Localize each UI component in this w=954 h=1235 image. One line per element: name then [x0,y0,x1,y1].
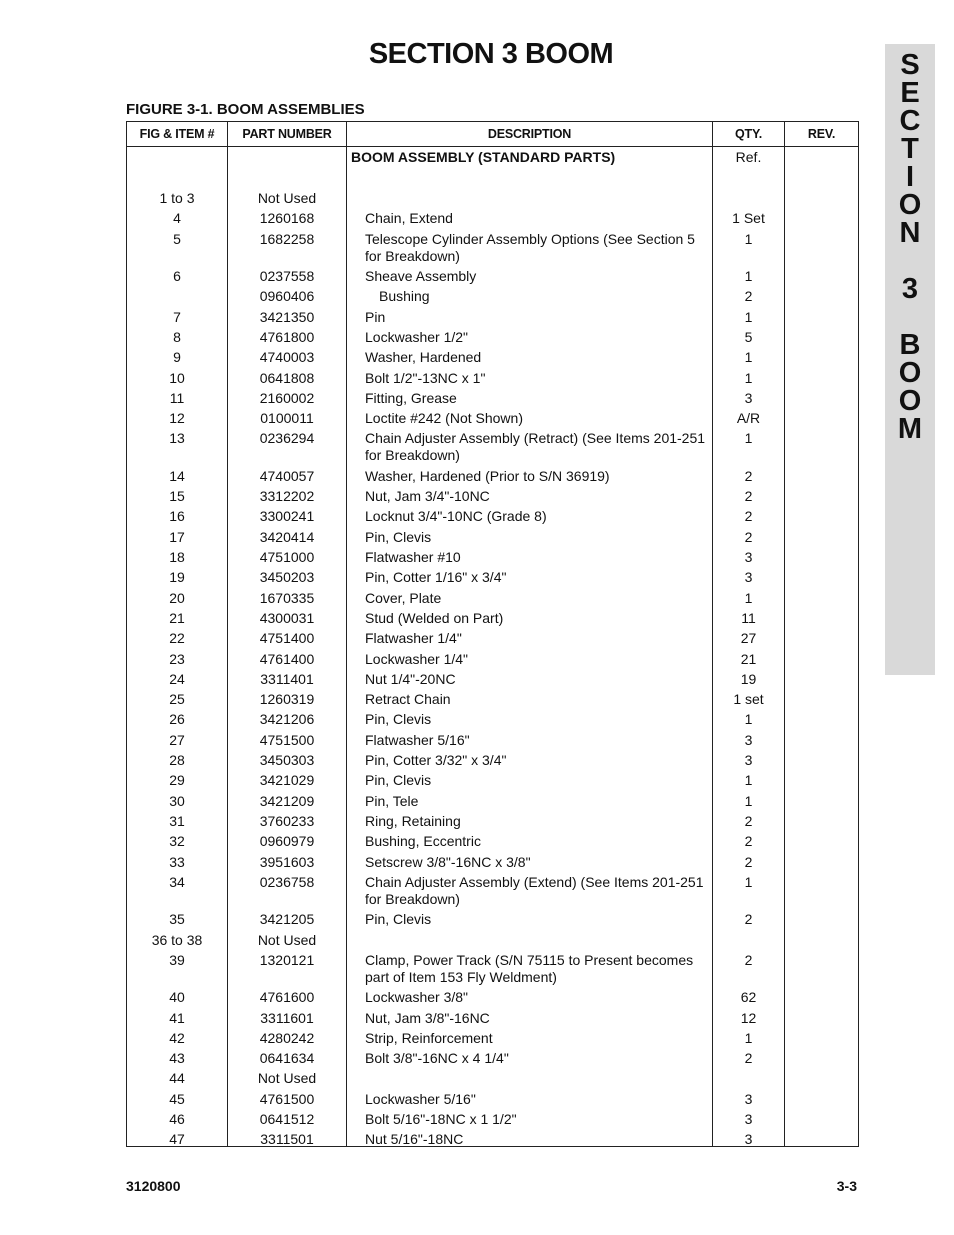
side-tab-letter: S [900,49,920,81]
part-number: 4300031 [259,609,315,626]
part-number: 4751000 [259,549,315,565]
quantity: 2 [744,288,753,305]
description: Nut 1/4"-20NC [365,670,456,687]
description: Telescope Cylinder Assembly Options (See Section 5 for Breakdown) [365,230,695,264]
part-number: 0641512 [259,1111,315,1127]
part-number: 4761500 [259,1090,315,1107]
quantity: 1 [744,873,753,890]
quantity: 3 [744,389,753,406]
item-number: 34 [169,873,185,890]
side-tab-letter: O [898,385,922,417]
description: Pin, Clevis [365,911,432,928]
description: Sheave Assembly [365,268,477,284]
description: Nut, Jam 3/8"-16NC [365,1009,490,1026]
item-number: 15 [169,488,185,505]
quantity: 3 [744,549,753,565]
item-number: 14 [169,467,185,484]
description: Pin, Tele [365,792,419,809]
page-number: 3-3 [836,1178,857,1194]
quantity: 19 [740,670,757,687]
item-number: 46 [169,1111,185,1127]
part-number: 3951603 [259,853,315,870]
part-number: 0236294 [259,430,315,447]
description: Washer, Hardened (Prior to S/N 36919) [365,467,610,484]
quantity: 2 [744,488,753,505]
part-number: 0237558 [259,268,315,284]
item-number: 26 [169,711,185,728]
description: Strip, Reinforcement [365,1029,493,1046]
part-number: 4740057 [259,467,315,484]
quantity: 27 [740,630,757,647]
item-number: 35 [169,911,185,928]
quantity: 1 set [733,691,764,708]
part-number: 3420414 [259,528,315,545]
item-number: 31 [169,812,185,829]
description: Pin [365,308,386,325]
description: Stud (Welded on Part) [365,609,504,626]
side-tab-letter: O [898,189,922,221]
item-number: 25 [169,691,185,708]
item-column [127,147,228,1147]
item-number: 19 [169,569,185,586]
description: Bushing, Eccentric [365,833,481,850]
description: Lockwasher 1/2" [365,328,469,345]
quantity: 3 [744,731,753,748]
side-tab-letter: C [899,105,921,137]
quantity: 1 [744,792,753,809]
quantity: 11 [741,609,756,626]
item-number: 17 [169,528,185,545]
part-number: Not Used [257,190,317,206]
item-number: 42 [169,1029,185,1046]
description-column [347,147,713,1147]
description: Chain, Extend [365,210,453,227]
part-number: 0960406 [259,288,315,305]
description: Flatwasher 1/4" [365,630,462,647]
part-number: 1670335 [259,589,315,606]
description: Flatwasher 5/16" [365,731,470,748]
item-number: 39 [169,951,185,968]
description: Locknut 3/4"-10NC (Grade 8) [365,508,547,525]
side-tab-letter: O [898,357,922,389]
description: Lockwasher 5/16" [365,1090,476,1107]
rev-column [785,147,859,1147]
part-number: 3421205 [259,911,315,928]
quantity: 1 [744,369,753,386]
part-number: 3760233 [259,812,315,829]
side-tab-gap [885,303,935,331]
item-number: 28 [169,752,185,768]
column-header-rev: REV. [785,122,859,147]
description: Pin, Clevis [365,528,432,545]
side-tab-letter: I [905,161,915,193]
part-number: 3300241 [259,508,315,525]
section-side-tab [885,44,935,675]
quantity: 1 [744,711,753,728]
part-number: 4761800 [259,328,315,345]
part-number: 4740003 [259,349,315,366]
part-number: 3421209 [259,792,315,809]
quantity: 2 [744,853,753,870]
quantity: A/R [736,410,761,427]
description: Retract Chain [365,691,451,708]
page-title: SECTION 3 BOOM [368,38,614,70]
description: Ring, Retaining [365,812,461,829]
side-tab-gap [885,247,935,275]
item-number: 36 to 38 [151,931,203,948]
item-number: 4 [173,210,181,227]
part-number: 1260319 [259,691,315,708]
part-number: Not Used [257,931,317,948]
item-number: 1 to 3 [159,190,195,206]
item-number: 12 [169,410,185,427]
part-number: 1682258 [259,230,315,247]
table-header-row [127,122,859,147]
item-number: 18 [169,549,185,565]
part-number: 3311601 [260,1009,314,1026]
quantity: 1 Set [732,210,765,227]
item-number: 23 [169,650,185,667]
description: Bolt 5/16"-18NC x 1 1/2" [365,1111,517,1127]
part-number: 4761400 [259,650,315,667]
quantity: 1 [744,1029,753,1046]
part-number: 4280242 [259,1029,315,1046]
item-number: 40 [169,989,185,1006]
description: Bolt 3/8"-16NC x 4 1/4" [365,1050,509,1067]
item-number: 32 [169,833,185,850]
part-number: 1320121 [259,951,315,968]
quantity: 2 [744,911,753,928]
quantity: 3 [744,1131,753,1148]
item-number: 10 [169,369,185,386]
part-number: 3450303 [259,752,315,768]
description: Bushing [379,288,430,305]
quantity: 3 [744,569,753,586]
description: Pin, Clevis [365,772,432,789]
part-number: 3312202 [259,488,315,505]
item-number: 24 [169,670,185,687]
item-number: 21 [169,609,185,626]
quantity: 2 [744,467,753,484]
part-number: 3421350 [259,308,315,325]
quantity: 1 [744,268,753,284]
description: Bolt 1/2"-13NC x 1" [365,369,486,386]
description: Loctite #242 (Not Shown) [365,410,523,427]
item-number: 41 [169,1009,185,1026]
quantity: 62 [740,989,757,1006]
figure-title: FIGURE 3-1. BOOM ASSEMBLIES [126,101,365,118]
part-number: 4761600 [259,989,315,1006]
part-number: 0960979 [259,833,315,850]
part-number: 0236758 [259,873,315,890]
item-number: 9 [173,349,181,366]
quantity: 1 [744,589,753,606]
quantity: 1 [744,430,753,447]
item-number: 29 [169,772,185,789]
side-tab-letters [885,51,935,443]
quantity: 2 [744,833,753,850]
document-number: 3120800 [126,1178,181,1194]
part-number: 3450203 [259,569,315,586]
description: Setscrew 3/8"-16NC x 3/8" [365,853,531,870]
description: Chain Adjuster Assembly (Retract) (See Items 201-251 for Breakdown) [365,430,706,464]
item-number: 43 [169,1050,185,1067]
column-header-qty: QTY. [713,122,785,147]
description: Pin, Cotter 3/32" x 3/4" [365,752,507,768]
side-tab-letter: B [899,329,921,361]
column-header-description: DESCRIPTION [347,122,713,147]
quantity: 5 [744,328,753,345]
description: Washer, Hardened [365,349,482,366]
quantity: 3 [744,752,753,768]
side-tab-letter: 3 [901,273,919,305]
part-number: 0100011 [260,410,314,427]
part-number: 1260168 [259,210,315,227]
description: Pin, Cotter 1/16" x 3/4" [365,569,507,586]
quantity: 1 [744,349,753,366]
item-number: 8 [173,328,181,345]
description: BOOM ASSEMBLY (STANDARD PARTS) [351,149,616,165]
part-number: 3311501 [260,1131,314,1148]
quantity: 12 [740,1009,757,1026]
description: Cover, Plate [365,589,442,606]
part-number: 0641808 [259,369,315,386]
item-number: 20 [169,589,185,606]
quantity: 2 [744,508,753,525]
item-number: 45 [169,1090,185,1107]
quantity: 2 [744,812,753,829]
part-number: 2160002 [259,389,315,406]
item-number: 47 [169,1131,185,1148]
part-number: 3421029 [259,772,315,789]
description: Clamp, Power Track (S/N 75115 to Present becomes part of Item 153 Fly Weldment) [365,951,694,985]
description: Nut, Jam 3/4"-10NC [365,488,490,505]
part-number: 3421206 [259,711,315,728]
description: Pin, Clevis [365,711,432,728]
item-number: 13 [169,430,185,447]
column-header-item: FIG & ITEM # [127,122,228,147]
item-number: 22 [169,630,185,647]
description: Nut 5/16"-18NC [365,1131,464,1148]
side-tab-letter: M [897,413,923,445]
quantity: Ref. [735,149,762,165]
quantity: 3 [744,1111,753,1127]
description: Lockwasher 3/8" [365,989,469,1006]
quantity: 2 [744,528,753,545]
description: Flatwasher #10 [365,549,461,565]
description: Lockwasher 1/4" [365,650,469,667]
item-number: 33 [169,853,185,870]
item-number: 6 [173,268,181,284]
item-number: 16 [169,508,185,525]
quantity: 2 [744,1050,753,1067]
table-body [127,147,859,1147]
part-number-column [228,147,347,1147]
side-tab-letter: E [900,77,920,109]
quantity: 2 [744,951,753,968]
quantity: 1 [744,230,753,247]
parts-table [126,121,859,1147]
quantity: 3 [744,1090,753,1107]
item-number: 7 [173,308,181,325]
qty-column [713,147,785,1147]
side-tab-letter: T [901,133,919,165]
item-number: 30 [169,792,185,809]
description: Fitting, Grease [365,389,457,406]
quantity: 1 [744,308,753,325]
quantity: 21 [740,650,757,667]
part-number: 4751500 [259,731,315,748]
part-number: 4751400 [259,630,315,647]
column-header-part-number: PART NUMBER [228,122,347,147]
item-number: 5 [173,230,181,247]
item-number: 44 [169,1070,185,1087]
part-number: Not Used [257,1070,317,1087]
part-number: 3311401 [260,670,314,687]
description: Chain Adjuster Assembly (Extend) (See Items 201-251 for Breakdown) [365,873,704,907]
side-tab-letter: N [899,217,921,249]
item-number: 27 [169,731,185,748]
part-number: 0641634 [259,1050,315,1067]
quantity: 1 [744,772,753,789]
item-number: 11 [169,389,185,406]
